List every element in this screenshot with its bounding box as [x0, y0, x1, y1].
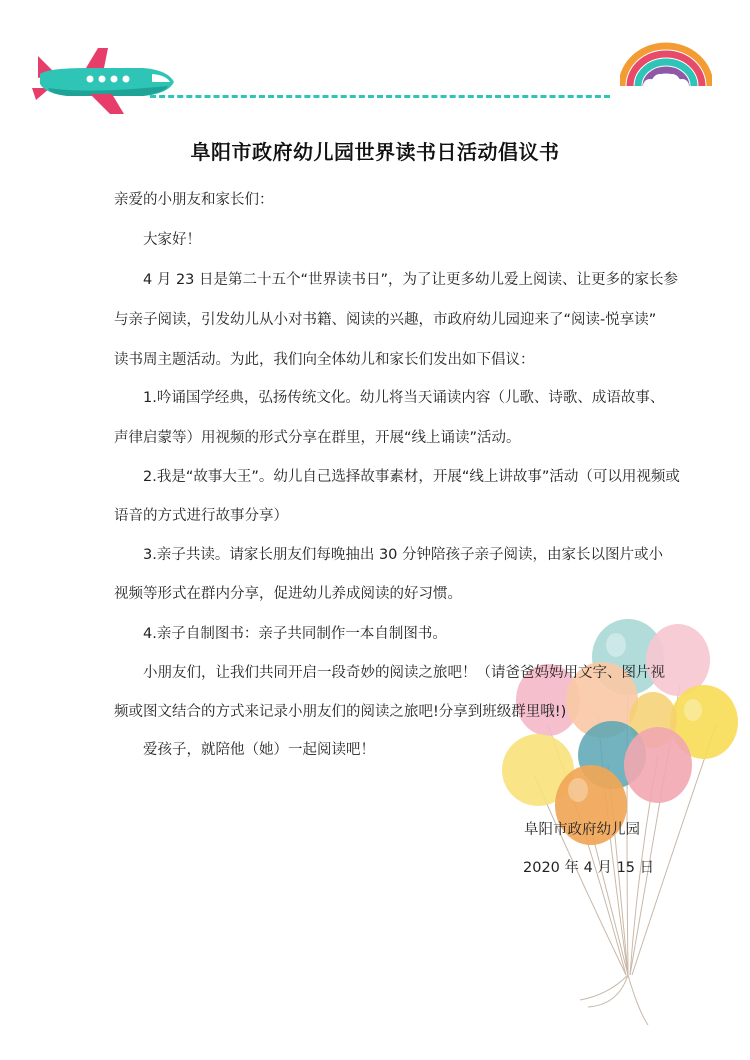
item3-line-2: 视频等形式在群内分享，促进幼儿养成阅读的好习惯。 [114, 586, 462, 602]
greeting: 亲爱的小朋友和家长们： [114, 192, 274, 208]
dashed-flight-path [150, 95, 610, 98]
closing-line: 爱孩子，就陪他（她）一起阅读吧！ [143, 742, 375, 758]
item1-line-1: 1.吟诵国学经典，弘扬传统文化。幼儿将当天诵读内容（儿歌、诗歌、成语故事、 [143, 390, 665, 406]
item3-line-1: 3.亲子共读。请家长朋友们每晚抽出 30 分钟陪孩子亲子阅读，由家长以图片或小 [143, 547, 664, 563]
hello-line: 大家好！ [143, 232, 201, 248]
item4-line-1: 4.亲子自制图书：亲子共同制作一本自制图书。 [143, 626, 447, 642]
call-line-2: 频或图文结合的方式来记录小朋友们的阅读之旅吧!分享到班级群里哦!) [114, 704, 567, 720]
item2-line-1: 2.我是“故事大王”。幼儿自己选择故事素材，开展“线上讲故事”活动（可以用视频或 [143, 469, 680, 485]
intro-line-3: 读书周主题活动。为此，我们向全体幼儿和家长们发出如下倡议： [114, 352, 535, 368]
signature-org: 阜阳市政府幼儿园 [524, 822, 640, 838]
rainbow-icon [620, 42, 712, 90]
call-line-1: 小朋友们，让我们共同开启一段奇妙的阅读之旅吧！（请爸爸妈妈用文字、图片视 [143, 665, 665, 681]
intro-line-1: 4 月 23 日是第二十五个“世界读书日”，为了让更多幼儿爱上阅读、让更多的家长参 [143, 272, 679, 288]
page-title: 阜阳市政府幼儿园世界读书日活动倡议书 [190, 140, 560, 164]
intro-line-2: 与亲子阅读，引发幼儿从小对书籍、阅读的兴趣，市政府幼儿园迎来了“阅读-悦享读” [114, 312, 657, 328]
signature-date: 2020 年 4 月 15 日 [523, 860, 655, 876]
item2-line-2: 语音的方式进行故事分享） [114, 508, 288, 524]
airplane-icon [28, 44, 178, 119]
item1-line-2: 声律启蒙等）用视频的形式分享在群里，开展“线上诵读”活动。 [114, 430, 521, 446]
